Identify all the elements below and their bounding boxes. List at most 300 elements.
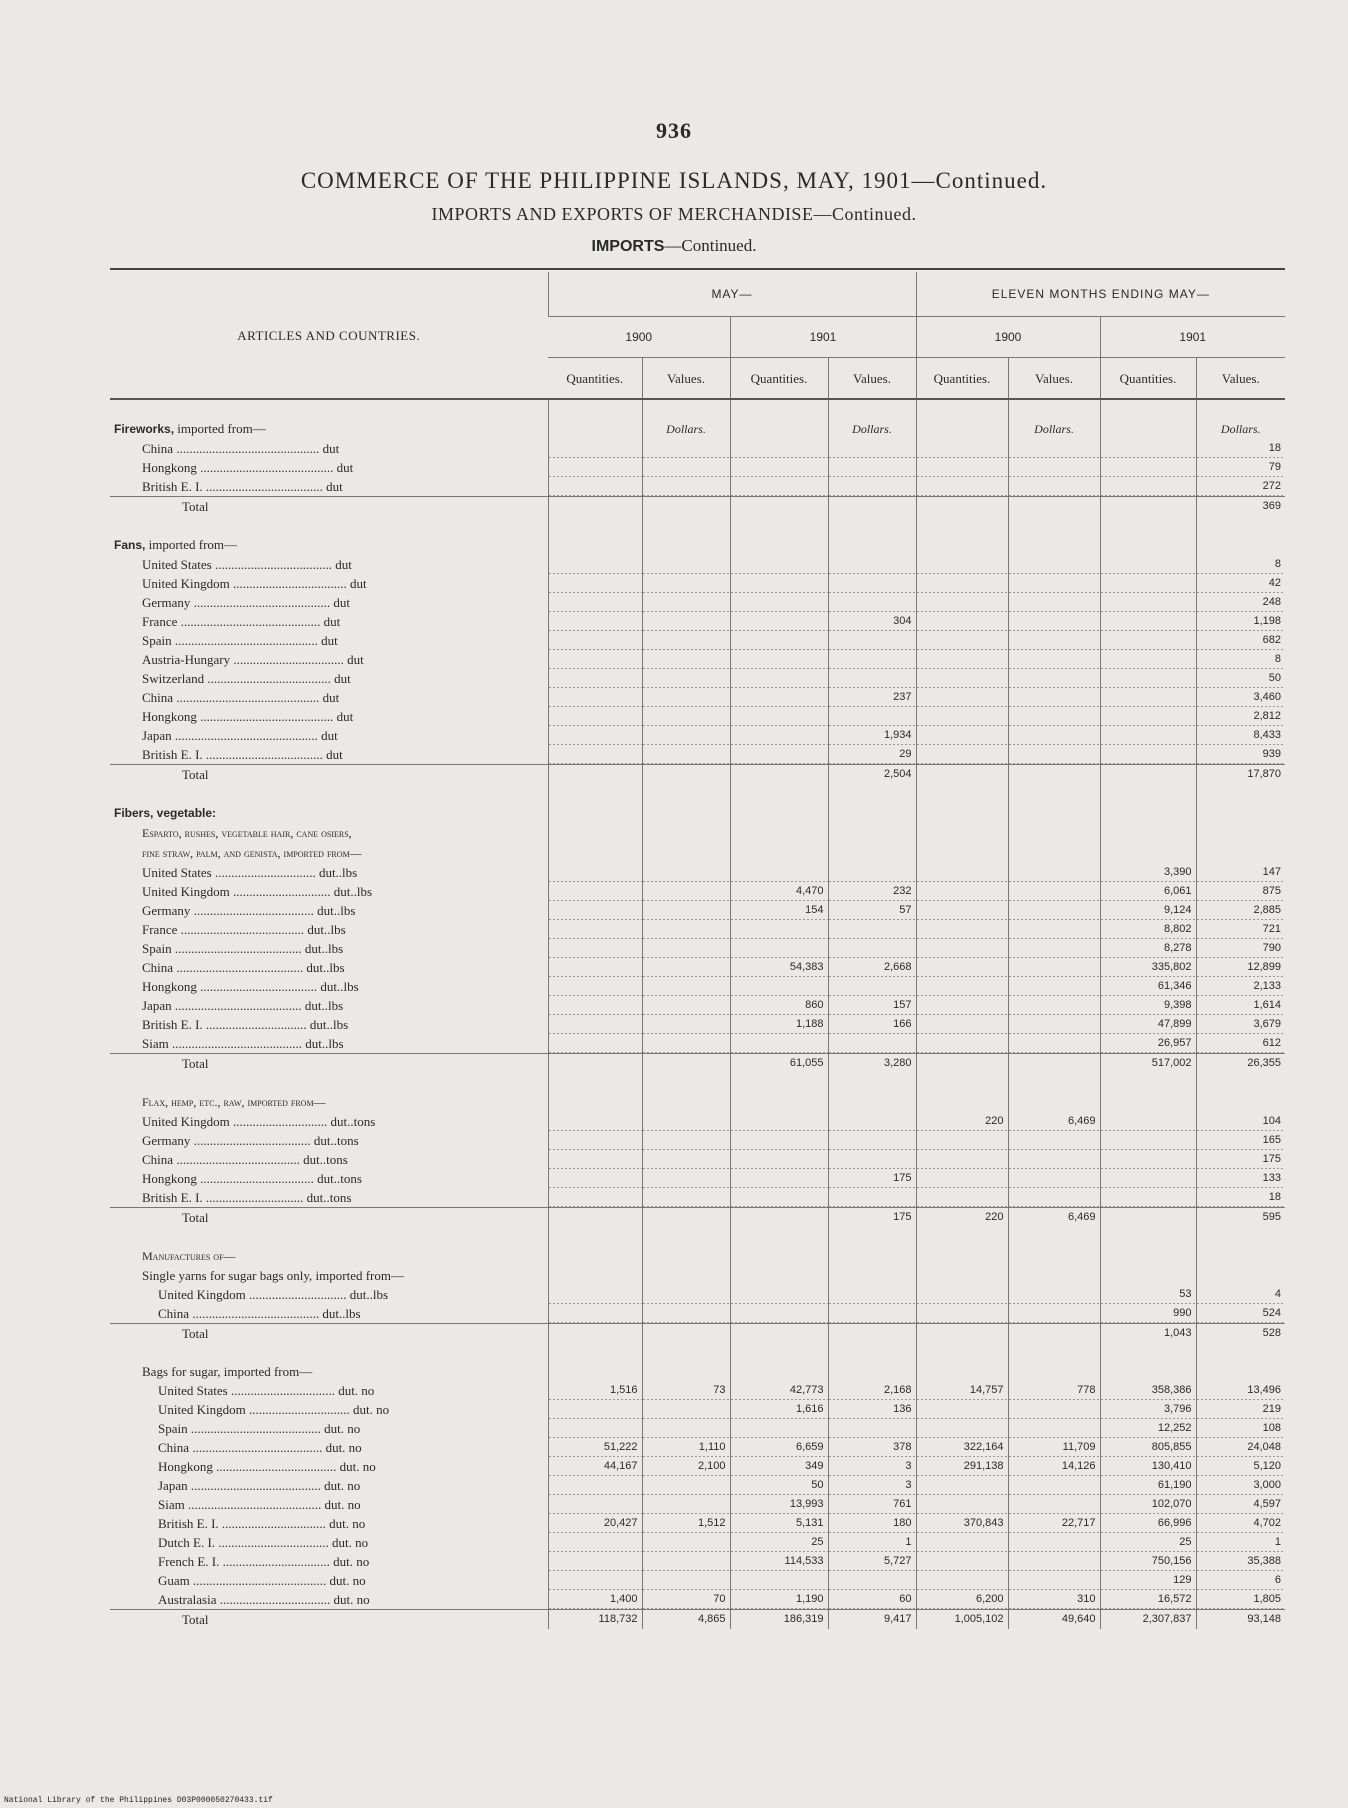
leader-dots: ....................................... [173,960,307,975]
value-cell: 237 [828,688,916,707]
value-cell: 6 [1196,1571,1285,1590]
value-cell [916,1015,1008,1034]
value-cell [916,497,1008,517]
spacer-cell [110,1227,548,1246]
value-cell [642,688,730,707]
year-1901-may: 1901 [730,317,916,358]
spacer-row [110,399,1285,419]
value-cell [916,650,1008,669]
value-cell [548,458,642,477]
spacer-cell [916,1227,1008,1246]
value-cell [548,1054,642,1074]
row-label [110,1476,548,1495]
value-cell: 129 [1100,1571,1196,1590]
total-row [110,497,1285,517]
header-cell [548,1092,642,1112]
group-heading-label [110,535,548,555]
header-cell [1008,1266,1100,1285]
header-cell [730,1092,828,1112]
value-cell: 3,000 [1196,1476,1285,1495]
unit-label: dut..lbs [306,960,345,975]
spacer-cell [1196,399,1285,419]
value-cell: 1,400 [548,1590,642,1610]
value-cell [730,1112,828,1131]
leader-dots: ......................................... [196,709,337,724]
table-row [110,555,1285,574]
value-cell [642,1552,730,1571]
table-row [110,1304,1285,1324]
value-cell: 1 [1196,1533,1285,1552]
value-cell [916,1285,1008,1304]
leader-dots: ............................................ [173,441,323,456]
value-cell [1008,1476,1100,1495]
row-label [110,477,548,497]
header-cell [1100,803,1196,823]
spacer-cell [1196,784,1285,803]
value-cell [730,477,828,497]
unit-label: dut. no [333,1592,370,1607]
value-cell: 2,668 [828,958,916,977]
commerce-table [110,272,1285,1629]
table-row [110,1112,1285,1131]
value-cell [828,631,916,650]
country-name: China [142,1152,174,1167]
leader-dots: ..................................... [212,1459,340,1474]
unit-label: dut. no [338,1383,375,1398]
value-cell: 9,124 [1100,901,1196,920]
value-cell [548,920,642,939]
value-cell: 2,504 [828,765,916,785]
value-cell [548,996,642,1015]
value-cell: 16,572 [1100,1590,1196,1610]
country-name: Austria-Hungary [142,652,231,667]
spacer-cell [1100,1343,1196,1362]
unit-label: dut..lbs [317,903,356,918]
page-number: 936 [656,118,692,143]
value-cell: 304 [828,612,916,631]
value-cell: 805,855 [1100,1438,1196,1457]
country-name: Japan [142,998,172,1013]
value-cell: 61,055 [730,1054,828,1074]
value-cell: 73 [642,1381,730,1400]
row-label [110,1150,548,1169]
value-cell [916,1476,1008,1495]
value-cell: 12,899 [1196,958,1285,977]
spacer-cell [1100,516,1196,535]
value-cell: 4,470 [730,882,828,901]
dollars-unit: Dollars. [1196,419,1285,439]
value-cell [548,497,642,517]
value-cell: 378 [828,1438,916,1457]
country-name: British E. I. [142,479,203,494]
value-cell [548,688,642,707]
value-cell: 2,168 [828,1381,916,1400]
value-cell [730,669,828,688]
values-header: Values. [642,358,730,400]
value-cell [1008,458,1100,477]
value-cell [730,1188,828,1208]
value-cell: 6,469 [1008,1112,1100,1131]
value-cell [642,1304,730,1324]
table-row [110,958,1285,977]
row-label [110,555,548,574]
value-cell [916,901,1008,920]
country-name: Spain [142,633,172,648]
table-row [110,1590,1285,1610]
value-cell: 761 [828,1495,916,1514]
value-cell [548,977,642,996]
row-label [110,631,548,650]
spacer-cell [548,516,642,535]
table-row [110,1514,1285,1533]
value-cell [730,555,828,574]
spacer-cell [730,1073,828,1092]
value-cell [730,863,828,882]
value-cell [642,1015,730,1034]
value-cell [1008,765,1100,785]
value-cell [916,612,1008,631]
value-cell: 54,383 [730,958,828,977]
value-cell [548,1400,642,1419]
total-row [110,1324,1285,1344]
value-cell [642,1034,730,1054]
row-label [110,1188,548,1208]
unit-label: dut. no [324,1421,361,1436]
value-cell [828,1304,916,1324]
spacer-cell [548,1227,642,1246]
value-cell [642,631,730,650]
spacer-cell [828,516,916,535]
value-cell: 322,164 [916,1438,1008,1457]
value-cell [916,958,1008,977]
country-name: Japan [142,728,172,743]
row-label [110,1324,548,1344]
value-cell: 370,843 [916,1514,1008,1533]
value-cell [828,977,916,996]
header-cell [916,1092,1008,1112]
value-cell [642,863,730,882]
value-cell: 8,802 [1100,920,1196,939]
header-cell [548,803,642,823]
row-label [110,745,548,765]
header-cell [548,823,642,843]
value-cell [642,1571,730,1590]
header-cell [730,843,828,863]
eleven-months-header: ELEVEN MONTHS ENDING MAY— [916,272,1285,317]
value-cell: 1,005,102 [916,1610,1008,1630]
dollars-unit: Dollars. [642,419,730,439]
value-cell: 3,796 [1100,1400,1196,1419]
value-cell [1008,1304,1100,1324]
value-cell [1100,726,1196,745]
spacer-cell [730,1343,828,1362]
value-cell [548,1552,642,1571]
value-cell [916,1419,1008,1438]
leader-dots: .................................. [216,1592,334,1607]
value-cell: 1,190 [730,1590,828,1610]
value-cell: 721 [1196,920,1285,939]
value-cell [730,1571,828,1590]
value-cell [1008,631,1100,650]
value-cell [1100,477,1196,497]
value-cell: 3 [828,1476,916,1495]
value-cell [730,1131,828,1150]
fibers-sub1b [110,843,1285,863]
table-row [110,1131,1285,1150]
country-name: United Kingdom [158,1287,246,1302]
unit-label: dut..lbs [304,998,344,1013]
value-cell [548,631,642,650]
value-cell: 20,427 [548,1514,642,1533]
value-cell: 248 [1196,593,1285,612]
value-cell [1100,707,1196,726]
header-cell [828,1266,916,1285]
value-cell [1008,477,1100,497]
row-label [110,920,548,939]
header-cell [730,1266,828,1285]
unit-label: dut..lbs [320,979,359,994]
value-cell: 13,993 [730,1495,828,1514]
header-cell [1196,803,1285,823]
spacer-cell [110,1073,548,1092]
value-cell [730,1419,828,1438]
subcategory-name: fine straw, palm, and genista, imported from— [142,846,362,860]
value-cell [548,1533,642,1552]
table-row [110,1400,1285,1419]
value-cell [916,555,1008,574]
spacer-cell [1008,1227,1100,1246]
table-row [110,1552,1285,1571]
value-cell: 175 [828,1169,916,1188]
country-name: Total [182,1056,209,1071]
header-cell [548,535,642,555]
value-cell [642,996,730,1015]
unit-label: dut. no [353,1402,390,1417]
header-cell [1100,823,1196,843]
group-heading [110,419,1285,439]
value-cell [642,650,730,669]
category-name: Fireworks, [114,422,175,436]
row-label [110,1590,548,1610]
spacer-cell [110,784,548,803]
value-cell: 232 [828,882,916,901]
value-cell [916,765,1008,785]
value-cell: 5,120 [1196,1457,1285,1476]
value-cell [730,574,828,593]
category-rest: imported from— [145,537,238,552]
value-cell [1008,1419,1100,1438]
value-cell [642,765,730,785]
value-cell [548,669,642,688]
spacer-cell [1196,516,1285,535]
table-row [110,901,1285,920]
value-cell: 1,616 [730,1400,828,1419]
unit-label: dut..tons [313,1133,359,1148]
header-cell [1196,535,1285,555]
header-cell [642,1266,730,1285]
header-cell [1008,823,1100,843]
top-rule [110,268,1285,270]
value-cell: 750,156 [1100,1552,1196,1571]
spacer-cell [730,516,828,535]
value-cell [548,901,642,920]
header-cell [828,535,916,555]
fibers-sub3-label [110,1246,548,1266]
row-label [110,1552,548,1571]
unit-label: dut [326,479,343,494]
value-cell: 25 [730,1533,828,1552]
year-1900-may: 1900 [548,317,730,358]
value-cell [548,863,642,882]
row-label [110,458,548,477]
value-cell [916,745,1008,765]
header-cell [1196,1362,1285,1381]
spacer-row [110,1343,1285,1362]
value-cell [642,1285,730,1304]
table-row [110,1476,1285,1495]
value-cell [1008,574,1100,593]
header-cell [548,1362,642,1381]
spacer-row [110,516,1285,535]
value-cell: 26,355 [1196,1054,1285,1074]
value-cell [642,1054,730,1074]
value-cell [1008,1015,1100,1034]
value-cell [1008,1533,1100,1552]
value-cell: 939 [1196,745,1285,765]
table-row [110,882,1285,901]
value-cell [916,1324,1008,1344]
unit-label: dut [323,614,341,629]
leader-dots: ................................ [218,1516,330,1531]
total-row [110,765,1285,785]
value-cell [1100,439,1196,458]
leader-dots: .................................... [196,979,321,994]
value-cell: 2,307,837 [1100,1610,1196,1630]
value-cell [642,497,730,517]
spacer-cell [828,784,916,803]
value-cell [916,1034,1008,1054]
value-cell [548,1131,642,1150]
spacer-cell [916,516,1008,535]
value-cell: 118,732 [548,1610,642,1630]
value-cell: 1,805 [1196,1590,1285,1610]
value-cell [828,1131,916,1150]
header-cell [730,803,828,823]
row-label [110,863,548,882]
value-cell: 682 [1196,631,1285,650]
row-label [110,958,548,977]
value-cell: 358,386 [1100,1381,1196,1400]
value-cell [730,745,828,765]
value-cell: 29 [828,745,916,765]
value-cell [828,939,916,958]
value-cell [548,765,642,785]
value-cell [548,1495,642,1514]
row-label [110,669,548,688]
value-cell: 524 [1196,1304,1285,1324]
country-name: Hongkong [158,1459,213,1474]
spacer-cell [828,1227,916,1246]
value-cell [916,1304,1008,1324]
value-cell: 4 [1196,1285,1285,1304]
value-cell: 108 [1196,1419,1285,1438]
value-cell [1100,497,1196,517]
value-cell: 14,757 [916,1381,1008,1400]
spacer-cell [110,516,548,535]
row-label [110,612,548,631]
value-cell [828,1285,916,1304]
leader-dots: .............................. [229,884,334,899]
value-cell: 1,512 [642,1514,730,1533]
row-label [110,765,548,785]
value-cell [730,631,828,650]
unit-label: dut. no [324,1478,361,1493]
value-cell [1008,863,1100,882]
country-name: Japan [158,1478,188,1493]
header-cell [828,1362,916,1381]
leader-dots: ............................................ [171,728,322,743]
row-label [110,1571,548,1590]
value-cell [642,555,730,574]
total-row [110,1054,1285,1074]
unit-label: dut..lbs [318,865,358,880]
unit-label: dut. no [332,1535,369,1550]
value-cell [1100,574,1196,593]
leader-dots: ........................................ [187,1478,325,1493]
value-cell [828,1324,916,1344]
value-cell [916,1400,1008,1419]
value-cell [642,458,730,477]
fibers-sub3a-label [110,1266,548,1285]
header-cell [828,1092,916,1112]
value-cell [1100,1150,1196,1169]
value-cell: 3,679 [1196,1015,1285,1034]
table-row [110,1015,1285,1034]
value-cell [730,939,828,958]
value-cell [916,631,1008,650]
header-cell [1196,1246,1285,1266]
spacer-cell [110,399,548,419]
value-cell [916,669,1008,688]
value-cell [642,745,730,765]
value-cell [828,669,916,688]
value-cell [1008,745,1100,765]
subcategory-name: Manufactures of— [142,1249,236,1263]
value-cell: 14,126 [1008,1457,1100,1476]
value-cell [828,1150,916,1169]
value-cell: 3,460 [1196,688,1285,707]
unit-label: dut..tons [303,1152,348,1167]
leader-dots: ................................. [219,1554,334,1569]
subcategory-name: Bags for sugar, imported from— [142,1364,313,1379]
value-cell [1008,1571,1100,1590]
leader-dots: ....................................... [189,1306,323,1321]
leader-dots: ......................................... [189,1573,330,1588]
value-cell: 4,597 [1196,1495,1285,1514]
value-cell [916,726,1008,745]
value-cell [730,1150,828,1169]
row-label [110,1438,548,1457]
value-cell: 79 [1196,458,1285,477]
row-label [110,1054,548,1074]
value-cell: 291,138 [916,1457,1008,1476]
row-label [110,574,548,593]
value-cell: 875 [1196,882,1285,901]
value-cell: 8,433 [1196,726,1285,745]
value-cell [916,882,1008,901]
value-cell [916,1533,1008,1552]
value-cell: 2,812 [1196,707,1285,726]
